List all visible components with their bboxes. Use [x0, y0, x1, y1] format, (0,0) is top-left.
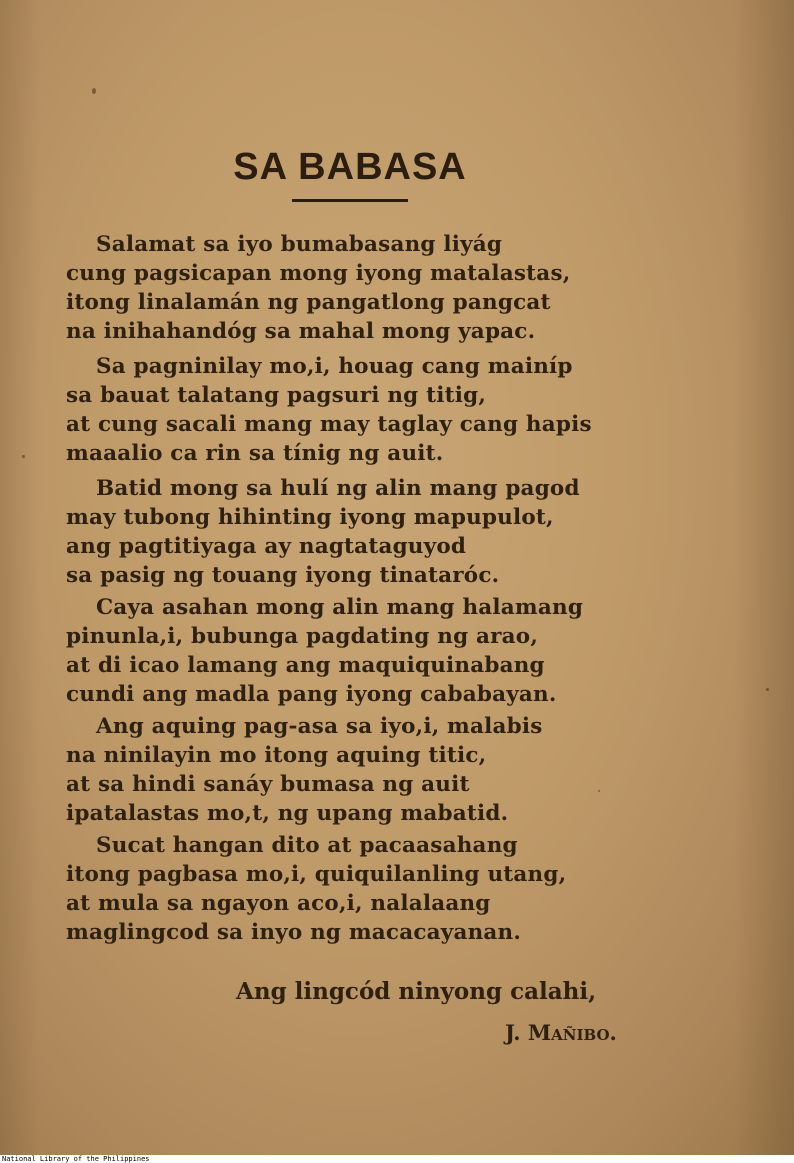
poem-line: ipatalastas mo,t, ng upang mabatid.: [66, 801, 509, 826]
poem-line: Salamat sa iyo bumabasang liyág: [96, 232, 503, 257]
poem-line: na inihahandóg sa mahal mong yapac.: [66, 319, 536, 344]
poem-line: cundi ang madla pang iyong cababayan.: [66, 682, 557, 707]
paper-speck: [766, 688, 769, 691]
poem-line: at mula sa ngayon aco,i, nalalaang: [66, 891, 491, 916]
poem-line: Batid mong sa hulí ng alin mang pagod: [96, 476, 580, 501]
poem-line: Caya asahan mong alin mang halamang: [96, 595, 584, 620]
poem-line: cung pagsicapan mong iyong matalastas,: [66, 261, 571, 286]
library-credit: National Library of the Philippines: [2, 1155, 150, 1163]
poem-line: at cung sacali mang may taglay cang hapis: [66, 412, 592, 437]
paper-speck: [92, 88, 96, 94]
poem-line: pinunla,i, bubunga pagdating ng arao,: [66, 624, 539, 649]
poem-line: maglingcod sa inyo ng macacayanan.: [66, 920, 522, 945]
paper-speck: [598, 790, 600, 792]
page-edge-shadow-right: [734, 0, 794, 1155]
poem-line: itong linalamán ng pangatlong pangcat: [66, 290, 551, 315]
poem-line: Sucat hangan dito at pacaasahang: [96, 833, 518, 858]
poem-line: Sa pagninilay mo,i, houag cang mainíp: [96, 354, 573, 379]
title-underline: [292, 199, 408, 202]
poem-line: Ang aquing pag-asa sa iyo,i, malabis: [96, 714, 543, 739]
poem-line: maaalio ca rin sa tínig ng auit.: [66, 441, 444, 466]
poem-line: may tubong hihinting iyong mapupulot,: [66, 505, 554, 530]
poem-line: itong pagbasa mo,i, quiquilanling utang,: [66, 862, 567, 887]
page-title: SA BABASA: [233, 146, 467, 188]
poem-line: sa bauat talatang pagsuri ng titig,: [66, 383, 487, 408]
closing-line: Ang lingcód ninyong calahi,: [236, 978, 597, 1005]
paper-speck: [22, 455, 25, 458]
poem-line: ang pagtitiyaga ay nagtataguyod: [66, 534, 467, 559]
poem-line: at di icao lamang ang maquiquinabang: [66, 653, 545, 678]
poem-line: sa pasig ng touang iyong tinataróc.: [66, 563, 500, 588]
poem-line: at sa hindi sanáy bumasa ng auit: [66, 772, 470, 797]
poem-line: na ninilayin mo itong aquing titic,: [66, 743, 487, 768]
author-signature: J. Mañibo.: [505, 1020, 617, 1045]
